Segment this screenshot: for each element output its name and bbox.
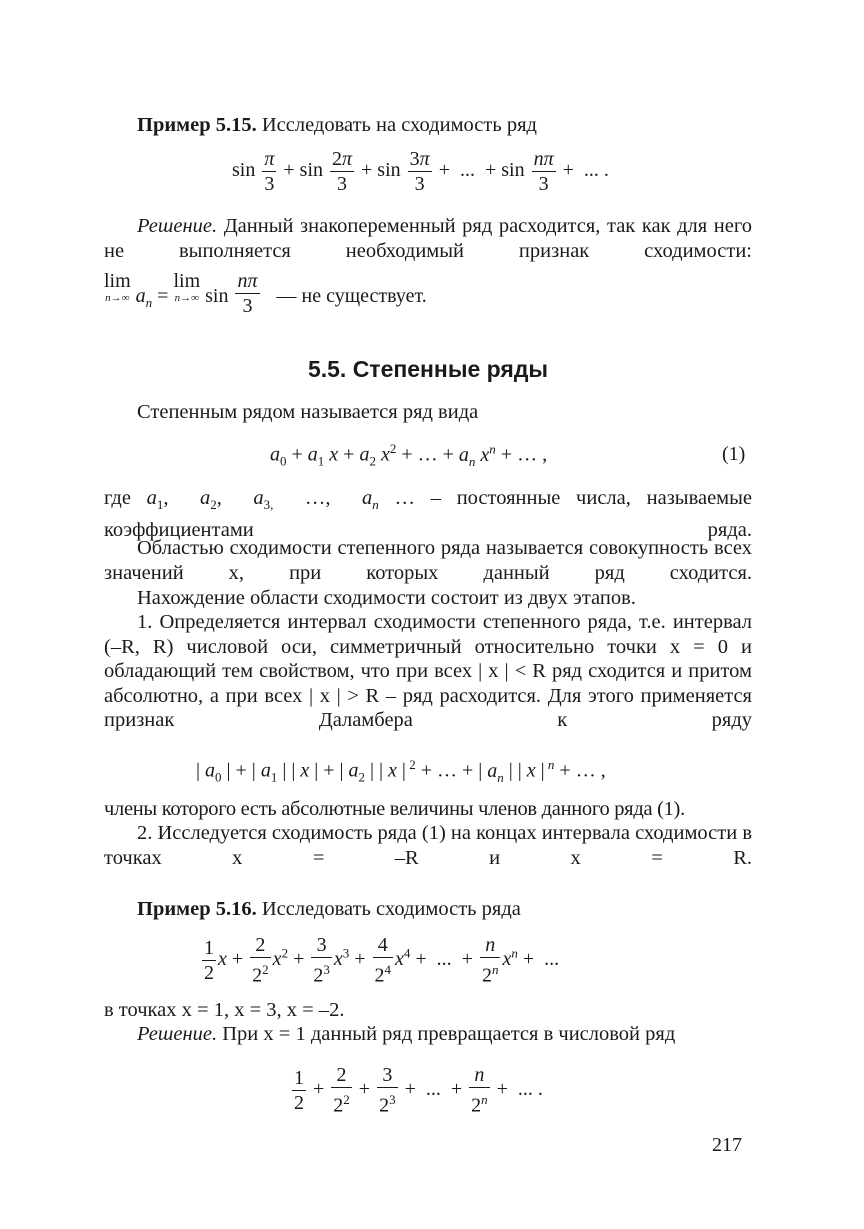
- formula-abs-series: | $a_0$ | + | $a_1$ | | x | + | $a_2$ | | x | $^2$ + … + | $a_n$ | | x | $^n$ + … ,: [196, 757, 606, 785]
- section-heading: 5.5. Степенные ряды: [307, 356, 549, 382]
- formula-sin-series: sin $\frac{\pi}{3}$ + sin $\frac{2\pi}{3}$ + sin $\frac{3\pi}{3}$ + ... + sin $\frac{n\pi}{3}$ + ... .: [232, 148, 609, 195]
- example-5-15-solution: [104, 214, 752, 263]
- equation-number: (1): [722, 443, 746, 465]
- paragraph-region: Областью сходимости степенного ряда называется совокупность всех значений x, при которых данный ряд сходится.: [104, 537, 752, 584]
- formula-series-n-over-2n: $\frac{1}{2}$ x + $\frac{2}{2^2}$ $x^2$ + $\frac{3}{2^3}$ $x^3$ + $\frac{4}{2^4}$ $x^4$ + ... + $\frac{n}{2^n}$ $x^n$ + ...: [204, 934, 560, 987]
- example-5-16-solution: [104, 1022, 752, 1047]
- solution-text: Данный знакопеременный ряд расходится, так как для него не выполняется необходимый признак сходимости:: [104, 215, 753, 262]
- example-title: Пример 5.15.: [137, 114, 257, 136]
- paragraph-points: в точках x = 1, x = 3, x = –2.: [104, 999, 345, 1021]
- formula-power-series: $a_0 + a_1$ $x + a_2$ $x^2$ + … + $a_n$ $x^n$ + … ,: [270, 441, 548, 469]
- solution-text: При x = 1 данный ряд превращается в числовой ряд: [222, 1023, 676, 1045]
- limit-tail: — не существует.: [276, 285, 427, 307]
- paragraph-step-1: 1. Определяется интервал сходимости степенного ряда, т.е. интервал (–R, R) числовой оси, симметричный относительно точки x = 0 и обладающий тем свойством, что при всех | x | < R ряд сходится и притом абсолютно, а при всех | x | > R – ряд расходится. Для этого применяется признак Даламбера к ряду: [104, 611, 752, 731]
- paragraph-abs-values: члены которого есть абсолютные величины членов данного ряда (1).: [104, 798, 685, 820]
- page-number: 217: [712, 1134, 742, 1156]
- formula-limit: lim n→∞ $a_n$ = lim n→∞ sin $\frac{n\pi}{3}$ — не существует.: [104, 270, 427, 317]
- example-title: Пример 5.16.: [137, 898, 257, 920]
- paragraph-step-2: 2. Исследуется сходимость ряда (1) на концах интервала сходимости в точках x = –R и x = R.: [104, 822, 753, 869]
- paragraph-coefficients: где $a_1$, $a_2$, $a_{3,}$ …, $a_n$ … – постоянные числа, называемые коэффициентами ряда.: [104, 487, 753, 541]
- paragraph-definition: Степенным рядом называется ряд вида: [137, 401, 479, 423]
- formula-numeric-series: $\frac{1}{2}$ + $\frac{2}{2^2}$ + $\frac{3}{2^3}$ + ... + $\frac{n}{2^n}$ + ... .: [294, 1064, 543, 1117]
- paragraph-stages: Нахождение области сходимости состоит из двух этапов.: [137, 587, 636, 609]
- solution-label: Решение.: [137, 215, 218, 237]
- coefficients-text: … – постоянные числа, называемые коэффициентами ряда.: [104, 487, 753, 541]
- example-text: Исследовать сходимость ряда: [261, 898, 521, 920]
- example-5-15-statement: [104, 113, 752, 138]
- example-text: Исследовать на сходимость ряд: [261, 114, 537, 136]
- solution-label: Решение.: [137, 1023, 218, 1045]
- example-5-16-statement: [104, 897, 752, 922]
